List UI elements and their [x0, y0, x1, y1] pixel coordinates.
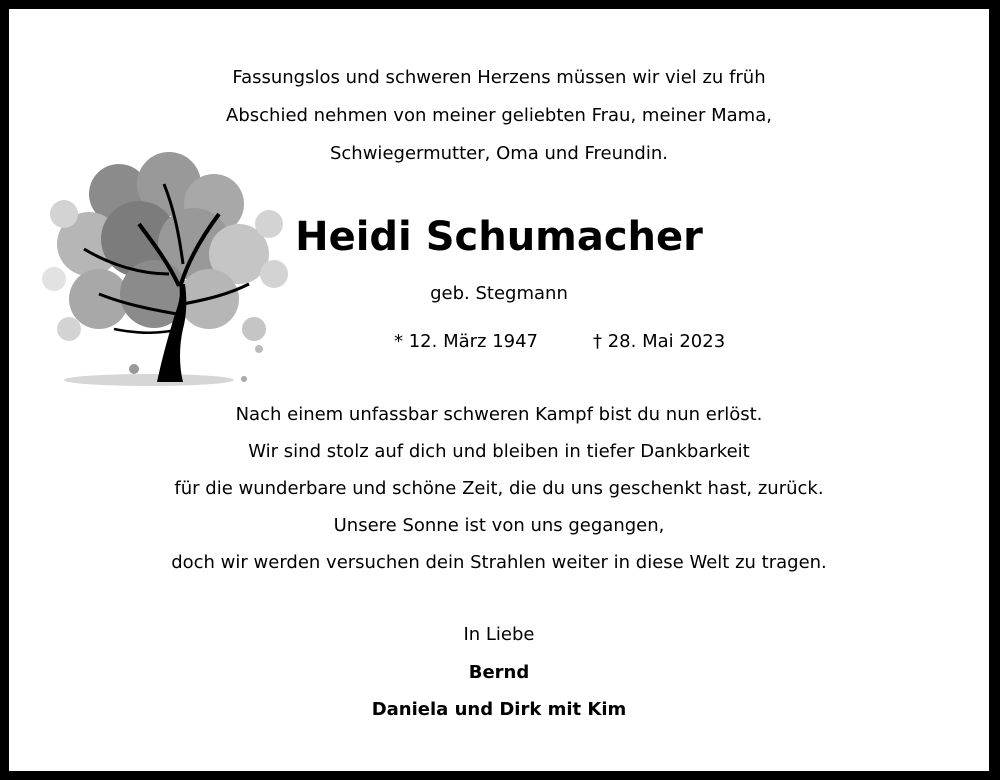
text-line-2: Wir sind stolz auf dich und bleiben in tiefer Dankbarkeit [248, 441, 750, 462]
intro-line-1: Fassungslos und schweren Herzens müssen wir viel zu früh [232, 67, 766, 88]
text-line-4: Unsere Sonne ist von uns gegangen, [333, 515, 665, 536]
text-line-3: für die wunderbare und schöne Zeit, die du uns geschenkt hast, zurück. [174, 478, 824, 499]
signer-1: Bernd [468, 662, 530, 683]
obituary-card [9, 9, 989, 771]
tree-illustration-icon [29, 134, 299, 394]
birth-date: * 12. März 1947 [394, 331, 539, 352]
maiden-name: geb. Stegmann [430, 283, 568, 304]
text-line-1: Nach einem unfassbar schweren Kampf bist du nun erlöst. [235, 404, 763, 425]
signer-2: Daniela und Dirk mit Kim [371, 699, 627, 720]
text-line-5: doch wir werden versuchen dein Strahlen weiter in diese Welt zu tragen. [171, 552, 827, 573]
deceased-name: Heidi Schumacher [295, 214, 703, 260]
closing: In Liebe [463, 624, 535, 645]
intro-line-3: Schwiegermutter, Oma und Freundin. [329, 143, 668, 164]
intro-line-2: Abschied nehmen von meiner geliebten Frau, meiner Mama, [226, 105, 772, 126]
death-date: † 28. Mai 2023 [593, 331, 726, 352]
